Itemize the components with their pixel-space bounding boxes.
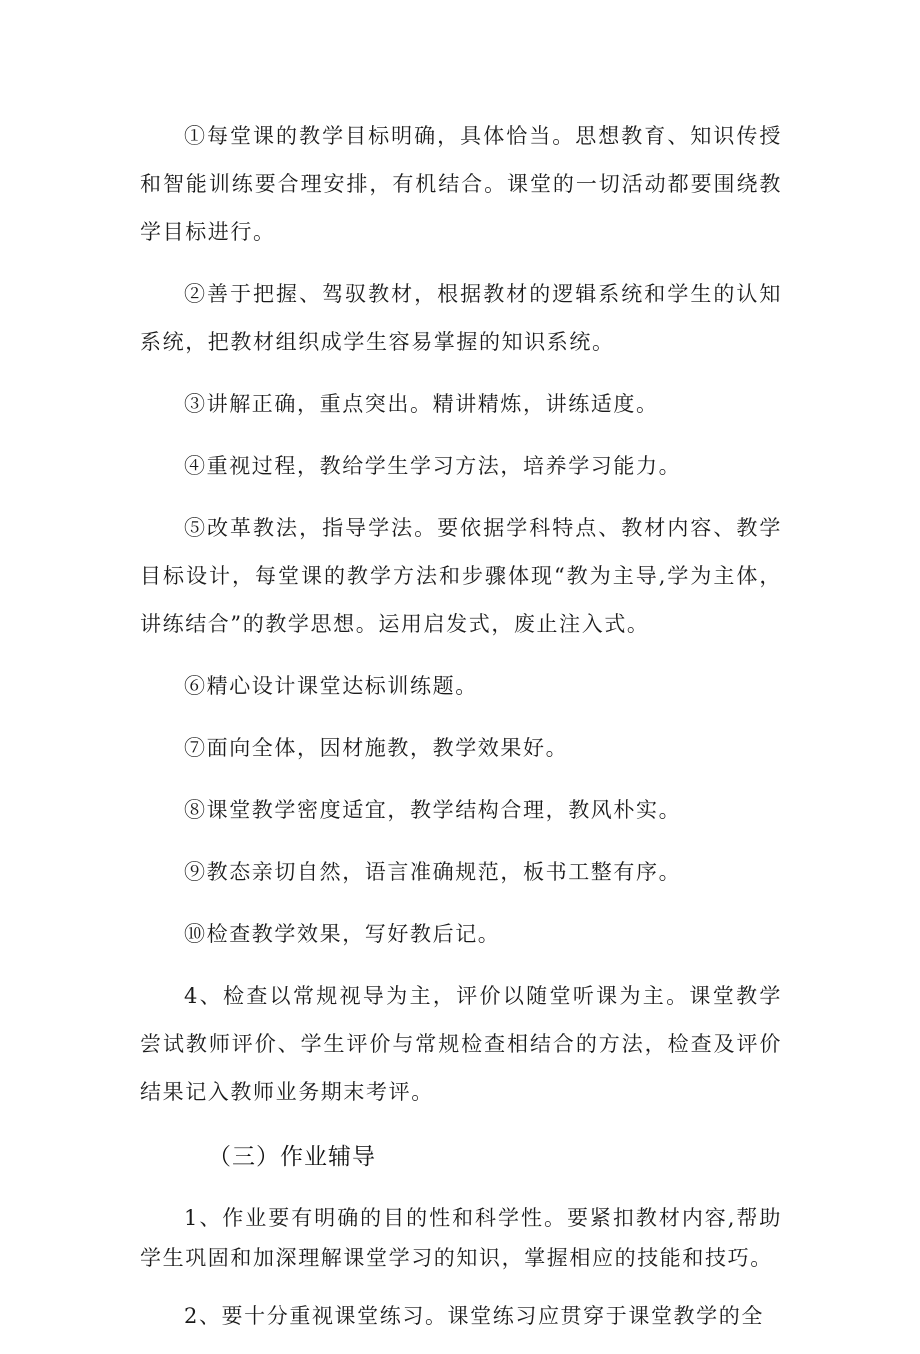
paragraph-training-design: ⑥精心设计课堂达标训练题。 <box>184 674 478 698</box>
paragraph-explanation: ③讲解正确，重点突出。精讲精炼，讲练适度。 <box>184 392 659 416</box>
paragraph-classroom-practice: 2、要十分重视课堂练习。课堂练习应贯穿于课堂教学的全 <box>184 1304 764 1328</box>
paragraph-homework-purpose: 1、作业要有明确的目的性和科学性。要紧扣教材内容,帮助学生巩固和加深理解课堂学习的知识，掌握相应的技能和技巧。 <box>140 1206 782 1270</box>
paragraph-teaching-reform: ⑤改革教法，指导学法。要依据学科特点、教材内容、教学目标设计，每堂课的教学方法和步骤体现“教为主导,学为主体，讲练结合”的教学思想。运用启发式，废止注入式。 <box>140 516 782 636</box>
paragraph-whole-class: ⑦面向全体，因材施教，教学效果好。 <box>184 736 569 760</box>
paragraph-teacher-manner: ⑨教态亲切自然，语言准确规范，板书工整有序。 <box>184 860 682 884</box>
document-body <box>140 112 782 1354</box>
paragraph-class-density: ⑧课堂教学密度适宜，教学结构合理，教风朴实。 <box>184 798 682 822</box>
section-heading-homework: （三）作业辅导 <box>208 1144 376 1170</box>
paragraph-reflection: ⑩检查教学效果，写好教后记。 <box>184 922 501 946</box>
paragraph-inspection: 4、检查以常规视导为主，评价以随堂听课为主。课堂教学尝试教师评价、学生评价与常规检查相结合的方法，检查及评价结果记入教师业务期末考评。 <box>140 984 782 1104</box>
paragraph-textbook-mastery: ②善于把握、驾驭教材，根据教材的逻辑系统和学生的认知系统，把教材组织成学生容易掌握的知识系统。 <box>140 282 782 354</box>
paragraph-process: ④重视过程，教给学生学习方法，培养学习能力。 <box>184 454 682 478</box>
paragraph-goal-clarity: ①每堂课的教学目标明确，具体恰当。思想教育、知识传授和智能训练要合理安排，有机结合。课堂的一切活动都要围绕教学目标进行。 <box>140 124 782 244</box>
